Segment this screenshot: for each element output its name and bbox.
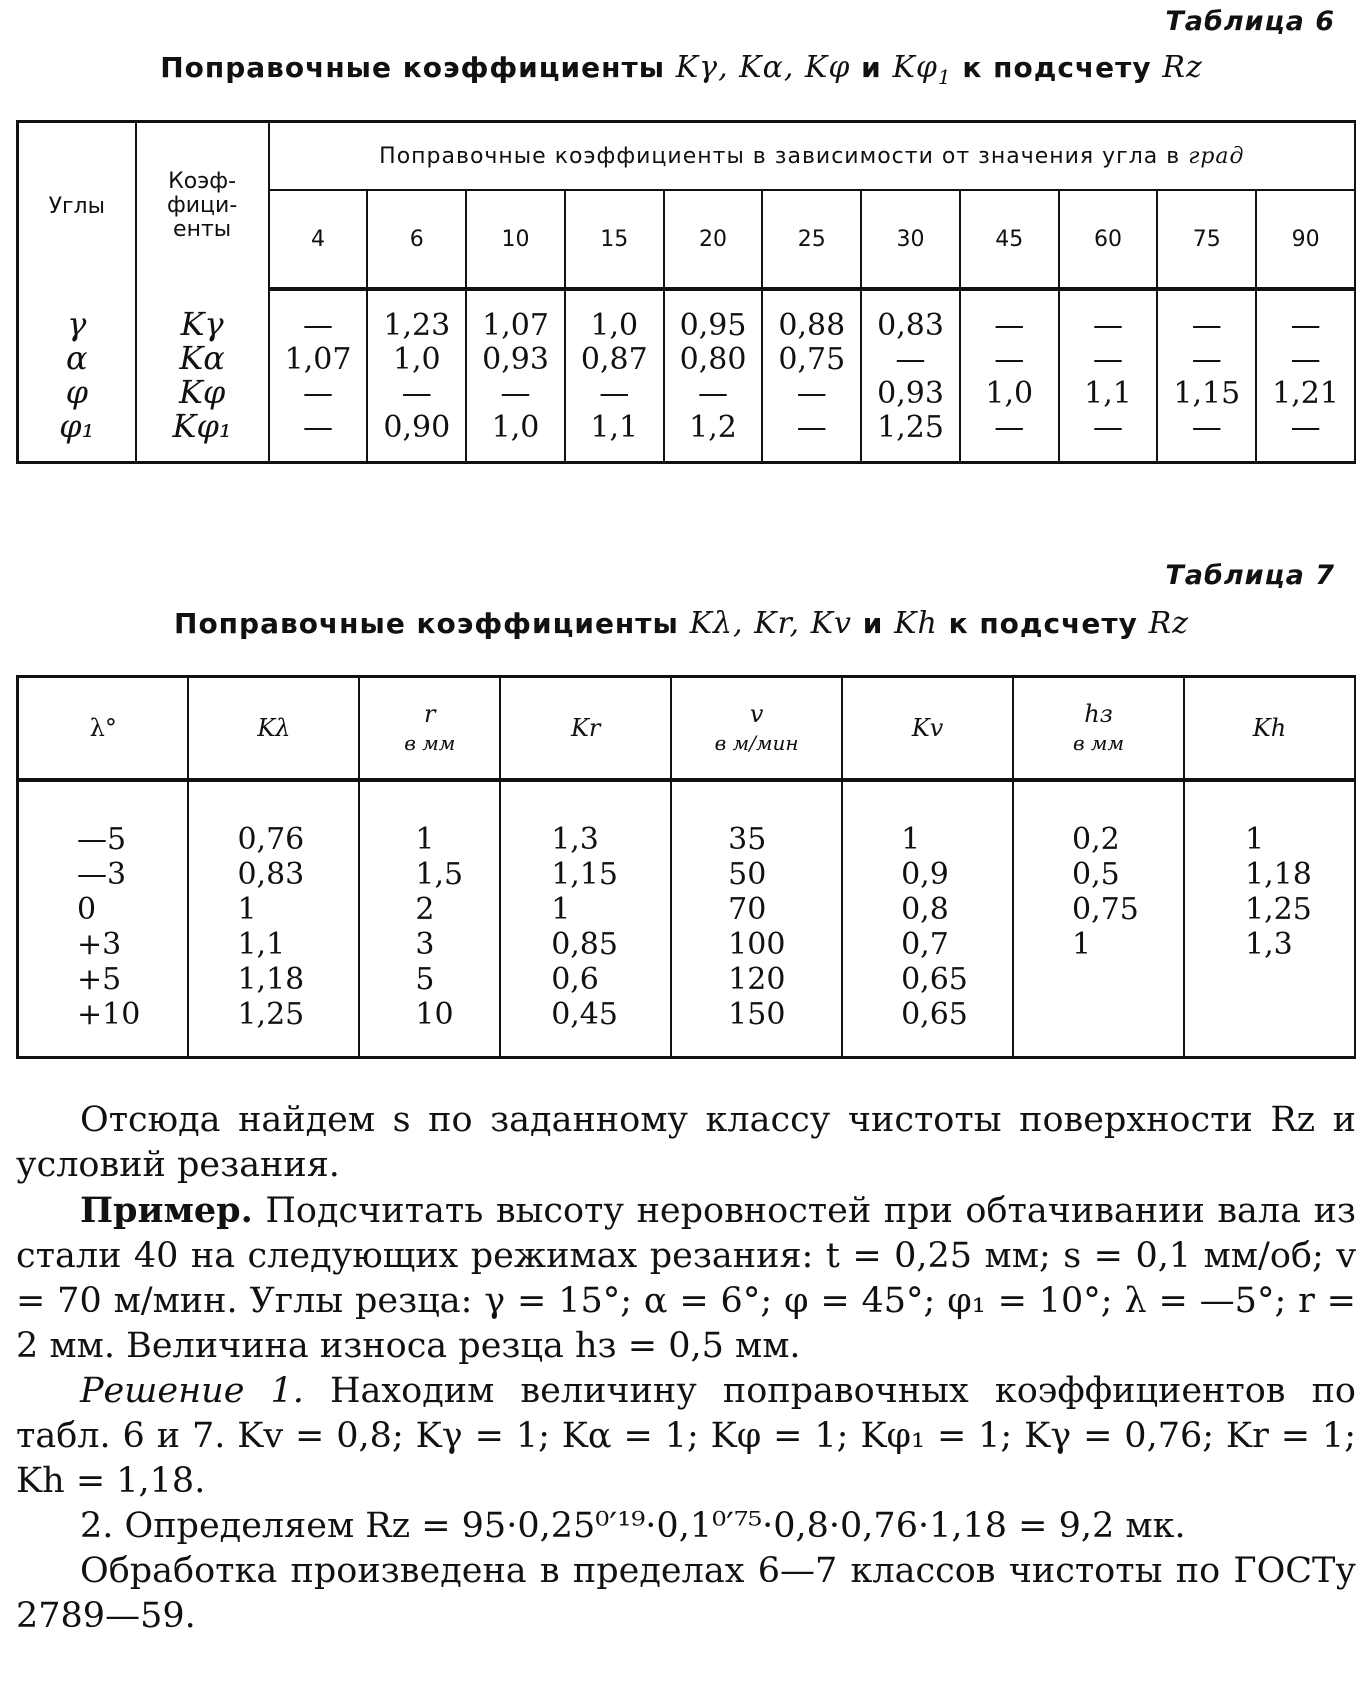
table7-label: Таблица 7 [1165, 560, 1335, 591]
value-cell: — — 1,15 — [1157, 289, 1256, 463]
header-h: hз в мм [1013, 677, 1184, 781]
value-cell: — — 1,0 — [960, 289, 1059, 463]
angles-cell: γ α φ φ₁ [18, 289, 136, 463]
value-cell: — — 1,21 — [1256, 289, 1355, 463]
r-cell: 1 1,5 2 3 5 10 [359, 780, 500, 1058]
table6 [16, 120, 1356, 464]
h-cell: 0,2 0,5 0,75 1 [1013, 780, 1184, 1058]
degree-header: 30 [861, 190, 960, 289]
degree-header: 90 [1256, 190, 1355, 289]
degree-header: 60 [1059, 190, 1158, 289]
body-text [16, 1098, 1356, 1639]
degree-header: 75 [1157, 190, 1256, 289]
value-cell: 0,88 0,75 — — [762, 289, 861, 463]
degree-header: 15 [565, 190, 664, 289]
paragraph: Пример. Подсчитать высоту неровностей при обтачивании вала из стали 40 на следующих режимах резания: t = 0,25 мм; s = 0,1 мм/об; v = 70 м/мин. Углы резца: γ = 15°; α = 6°; φ = 45°; φ₁ = 10°; λ = —5°; r = 2 мм. Величина износа резца hз = 0,5 мм. [16, 1190, 1356, 1366]
k-h-cell: 1 1,18 1,25 1,3 [1184, 780, 1355, 1058]
coefs-cell: Kγ Kα Kφ Kφ₁ [136, 289, 269, 463]
header-lambda: λ° [18, 677, 189, 781]
paragraph: Решение 1. Находим величину поправочных коэффициентов по табл. 6 и 7. Kv = 0,8; Kγ = 1; Kα = 1; Kφ = 1; Kφ₁ = 1; Kγ = 0,76; Kr = 1; Kh = 1,18. [16, 1371, 1356, 1501]
header-angles: Углы [18, 122, 136, 290]
header-span: Поправочные коэффициенты в зависимости от значения угла в град [269, 122, 1355, 191]
degree-header: 20 [664, 190, 763, 289]
header-r: r в мм [359, 677, 500, 781]
header-v: v в м/мин [671, 677, 842, 781]
value-cell: 1,07 0,93 — 1,0 [466, 289, 565, 463]
paragraph: Отсюда найдем s по заданному классу чистоты поверхности Rz и условий резания. [16, 1100, 1356, 1185]
table6-title: Поправочные коэффициенты Kγ, Kα, Kφ и $K\varphi_1$ к подсчету Rz [160, 50, 1203, 89]
degree-header: 6 [367, 190, 466, 289]
degree-header: 4 [269, 190, 368, 289]
header-k-h: Kh [1184, 677, 1355, 781]
header-coefs: Коэф- фици- енты [136, 122, 269, 290]
value-cell: 0,95 0,80 — 1,2 [664, 289, 763, 463]
value-cell: 0,83 — 0,93 1,25 [861, 289, 960, 463]
header-k-lambda: Kλ [188, 677, 359, 781]
paragraph: Обработка произведена в пределах 6—7 классов чистоты по ГОСТу 2789—59. [16, 1551, 1356, 1636]
v-cell: 35 50 70 100 120 150 [671, 780, 842, 1058]
k-v-cell: 1 0,9 0,8 0,7 0,65 0,65 [842, 780, 1013, 1058]
k-r-cell: 1,3 1,15 1 0,85 0,6 0,45 [500, 780, 671, 1058]
k-lambda-cell: 0,76 0,83 1 1,1 1,18 1,25 [188, 780, 359, 1058]
table-row [18, 780, 1356, 1058]
lambda-cell: —5 —3 0 +3 +5 +10 [18, 780, 189, 1058]
degree-header: 25 [762, 190, 861, 289]
degree-header: 10 [466, 190, 565, 289]
value-cell: — — 1,1 — [1059, 289, 1158, 463]
header-k-r: Kr [500, 677, 671, 781]
table6-label: Таблица 6 [1165, 6, 1335, 37]
table7 [16, 675, 1356, 1059]
value-cell: 1,23 1,0 — 0,90 [367, 289, 466, 463]
value-cell: 1,0 0,87 — 1,1 [565, 289, 664, 463]
degree-header: 45 [960, 190, 1059, 289]
paragraph: 2. Определяем Rz = 95·0,25⁰′¹⁹·0,1⁰′⁷⁵·0,8·0,76·1,18 = 9,2 мк. [80, 1506, 1186, 1546]
table7-title: Поправочные коэффициенты Kλ, Kr, Kv и Kh к подсчету Rz [174, 606, 1189, 641]
table-row [18, 289, 1356, 463]
header-k-v: Kv [842, 677, 1013, 781]
value-cell: — 1,07 — — [269, 289, 368, 463]
